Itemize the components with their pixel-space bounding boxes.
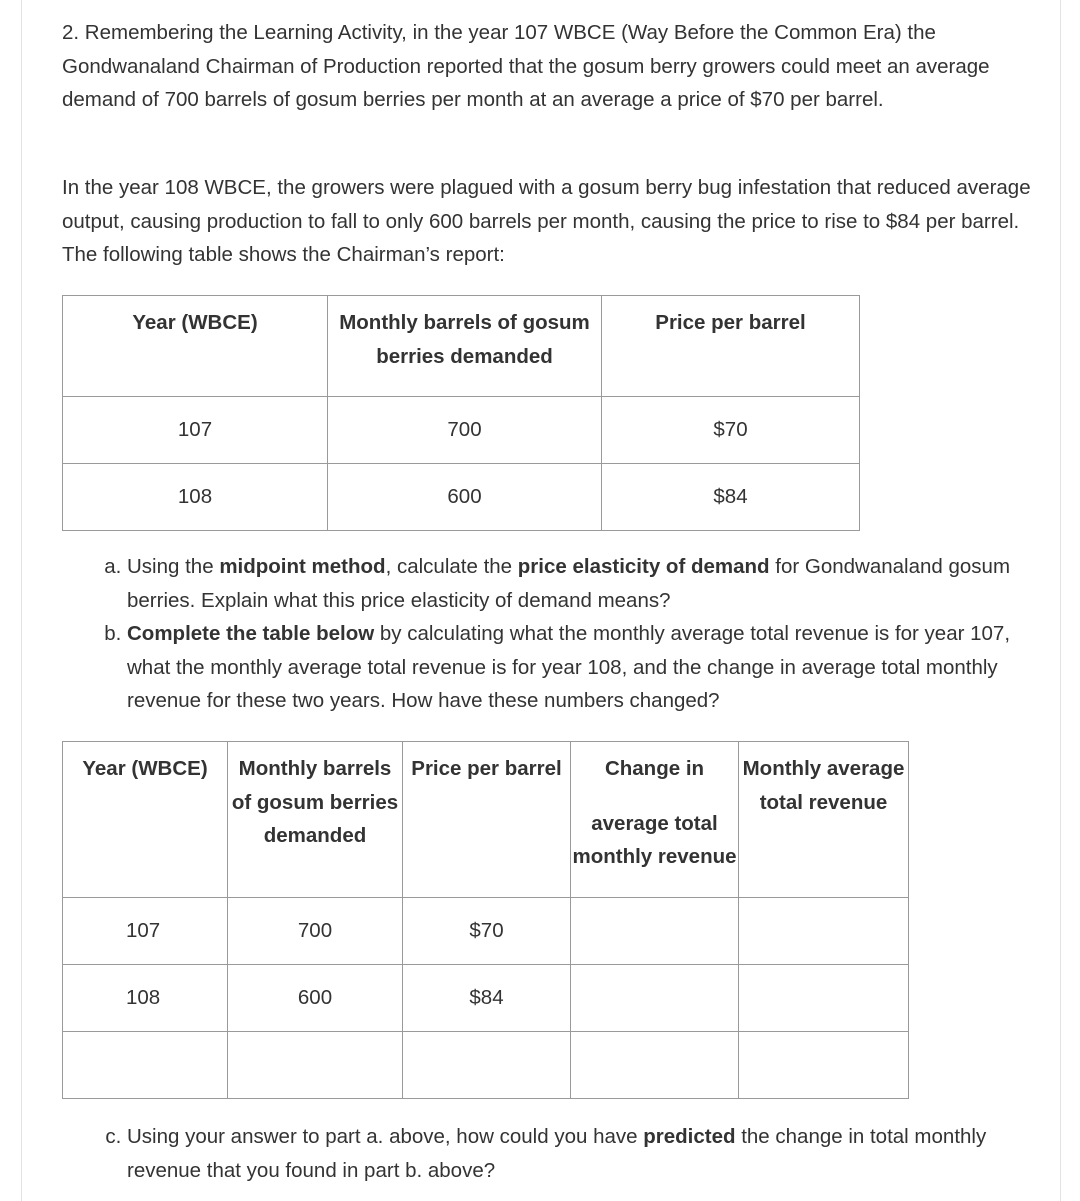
question-b-text: by calculating what the monthly average total revenue is for year 107, what the monthly average total revenue is for year 108, and the change in average total monthly revenue for these two years. How have these numbers changed?: [127, 622, 1011, 712]
question-c-text: Using your answer to part a. above, how could you have: [127, 1125, 644, 1148]
cell-change: [571, 965, 739, 1032]
cell-year: 108: [63, 464, 328, 531]
cell-barrels: [228, 1032, 403, 1099]
revenue-table: [62, 741, 909, 1099]
cell-barrels: 700: [228, 898, 403, 965]
cell-revenue: [739, 898, 909, 965]
question-a-text: for Gondwanaland gosum berries. Explain what this price elasticity of demand means?: [127, 555, 1011, 612]
cell-year: 107: [63, 397, 328, 464]
header-revenue: Monthly average total revenue: [739, 742, 909, 898]
cell-price: $70: [602, 397, 860, 464]
cell-price: [403, 1032, 571, 1099]
cell-revenue: [739, 1032, 909, 1099]
question-c: [127, 1120, 1052, 1187]
table-row: [63, 1032, 909, 1099]
question-b: [127, 617, 1052, 718]
header-price: Price per barrel: [602, 296, 860, 397]
cell-year: 108: [63, 965, 228, 1032]
intro-paragraph-1: 2. Remembering the Learning Activity, in the year 107 WBCE (Way Before the Common Era) the Gondwanaland Chairman of Production reported that the gosum berry growers could meet an average demand of 700 barrels of gosum berries per month at an average a price of $70 per barrel.: [62, 21, 990, 111]
cell-revenue: [739, 965, 909, 1032]
question-list-ab: [104, 550, 1052, 718]
question-a-text: , calculate the: [385, 555, 518, 578]
cell-year: 107: [63, 898, 228, 965]
cell-price: $84: [602, 464, 860, 531]
cell-year: [63, 1032, 228, 1099]
question-a-bold-elasticity: price elasticity of demand: [517, 555, 770, 578]
intro-paragraph-2: In the year 108 WBCE, the growers were plagued with a gosum berry bug infestation that reduced average output, causing production to fall to only 600 barrels per month, causing the price to rise to $84 per barrel. The following table shows the Chairman’s report:: [62, 176, 1031, 266]
header-barrels: Monthly barrels of gosum berries demanded: [228, 742, 403, 898]
header-change: [571, 742, 739, 898]
question-c-bold-predicted: predicted: [643, 1125, 736, 1148]
question-c-text: the change in total monthly revenue that you found in part b. above?: [127, 1125, 987, 1182]
header-price: Price per barrel: [403, 742, 571, 898]
chairman-report-table: [62, 295, 860, 531]
cell-change: [571, 898, 739, 965]
header-change-line2: average total monthly revenue: [572, 811, 737, 868]
table-row: [63, 898, 909, 965]
cell-barrels: 700: [328, 397, 602, 464]
header-barrels-text: Monthly barrels of gosum berries demanded: [339, 311, 590, 368]
cell-price: $70: [403, 898, 571, 965]
question-a: [127, 550, 1052, 617]
header-change-line1: Change in: [604, 757, 705, 780]
page-border-right: [1060, 0, 1061, 1201]
question-b-bold-complete: Complete the table below: [127, 622, 375, 645]
cell-barrels: 600: [328, 464, 602, 531]
table-row: [63, 965, 909, 1032]
cell-change: [571, 1032, 739, 1099]
question-list-c: [104, 1120, 1052, 1187]
cell-barrels: 600: [228, 965, 403, 1032]
table-header-row: [63, 742, 909, 898]
question-a-text: Using the: [127, 555, 220, 578]
page-border-left: [21, 0, 22, 1201]
header-year: Year (WBCE): [63, 296, 328, 397]
table-header-row: [63, 296, 860, 397]
header-year: Year (WBCE): [63, 742, 228, 898]
question-a-bold-midpoint: midpoint method: [219, 555, 386, 578]
header-barrels: [328, 296, 602, 397]
table-row: [63, 464, 860, 531]
table-row: [63, 397, 860, 464]
cell-price: $84: [403, 965, 571, 1032]
